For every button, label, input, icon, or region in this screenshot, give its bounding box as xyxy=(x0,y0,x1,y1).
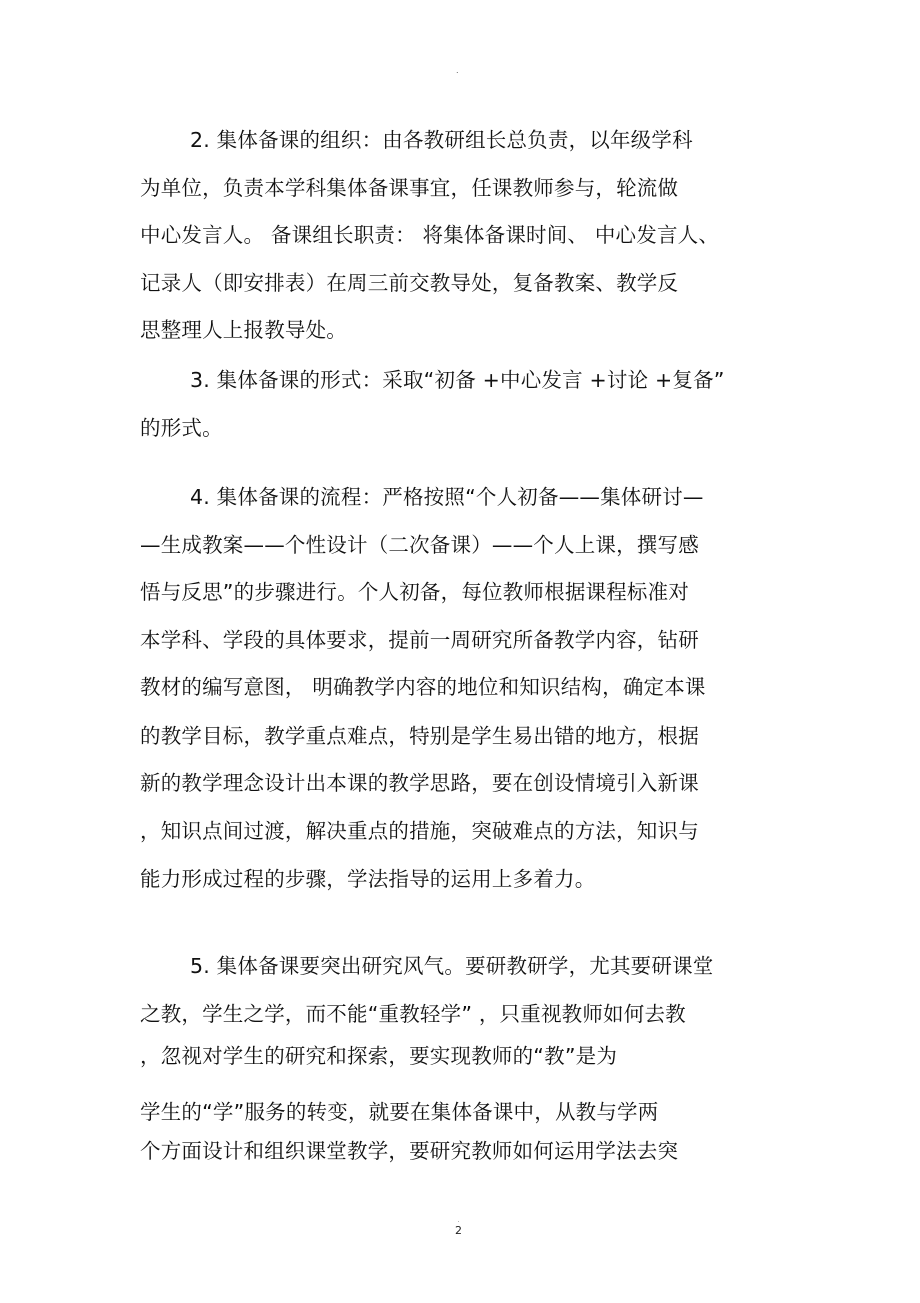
paragraph-3-line-1: 3. 集体备课的形式：采取“初备 +中心发言 +讨论 +复备” xyxy=(190,368,725,392)
paragraph-5-line-2: 之教，学生之学，而不能“重教轻学” ，只重视教师如何去教 xyxy=(140,1002,686,1026)
paragraph-2-line-5: 思整理人上报教导处。 xyxy=(140,318,347,342)
paragraph-2-line-1: 2. 集体备课的组织：由各教研组长总负责，以年级学科 xyxy=(190,128,693,152)
footer-dot: . xyxy=(457,1217,460,1224)
page-number: 2 xyxy=(455,1224,462,1237)
paragraph-5-line-1: 5. 集体备课要突出研究风气。要研教研学，尤其要研课堂 xyxy=(190,954,714,978)
paragraph-4-line-4: 本学科、学段的具体要求，提前一周研究所备教学内容，钻研 xyxy=(140,628,699,652)
paragraph-5-line-4: 学生的“学”服务的转变，就要在集体备课中，从教与学两 xyxy=(140,1100,659,1124)
paragraph-4-line-5: 教材的编写意图， 明确教学内容的地位和知识结构，确定本课 xyxy=(140,675,706,699)
paragraph-4-line-6: 的教学目标，教学重点难点，特别是学生易出错的地方，根据 xyxy=(140,724,699,748)
paragraph-4-line-1: 4. 集体备课的流程：严格按照“个人初备——集体研讨— xyxy=(190,485,704,509)
header-dot: . xyxy=(456,66,459,75)
paragraph-2-line-4: 记录人（即安排表）在周三前交教导处，复备教案、教学反 xyxy=(140,271,679,295)
paragraph-4-line-8: ，知识点间过渡，解决重点的措施，突破难点的方法，知识与 xyxy=(140,819,699,843)
paragraph-2-line-3: 中心发言人。 备课组长职责： 将集体备课时间、 中心发言人、 xyxy=(140,223,720,247)
paragraph-4-line-9: 能力形成过程的步骤，学法指导的运用上多着力。 xyxy=(140,867,596,891)
paragraph-3-line-2: 的形式。 xyxy=(140,416,223,440)
paragraph-5-line-5: 个方面设计和组织课堂教学，要研究教师如何运用学法去突 xyxy=(140,1139,679,1163)
paragraph-4-line-2: —生成教案——个性设计（二次备课）——个人上课，撰写感 xyxy=(140,533,699,557)
paragraph-4-line-7: 新的教学理念设计出本课的教学思路，要在创设情境引入新课 xyxy=(140,771,699,795)
paragraph-2-line-2: 为单位，负责本学科集体备课事宜，任课教师参与，轮流做 xyxy=(140,176,679,200)
paragraph-5-line-3: ，忽视对学生的研究和探索，要实现教师的“教”是为 xyxy=(140,1044,618,1068)
paragraph-4-line-3: 悟与反思”的步骤进行。个人初备，每位教师根据课程标准对 xyxy=(140,580,690,604)
page-footer xyxy=(455,1218,462,1238)
